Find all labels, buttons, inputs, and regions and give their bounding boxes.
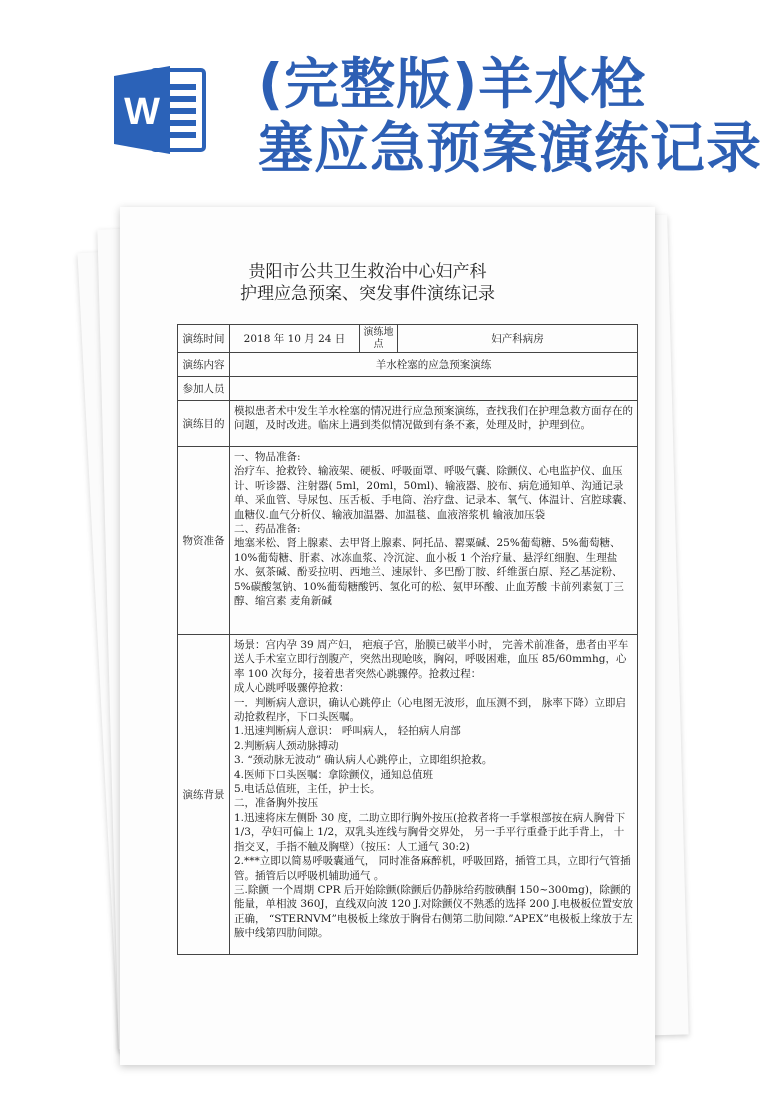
background-line: 一．判断病人意识，确认心跳停止（心电图无波形，血压测不到， 脉率下降）立即启动抢救程序，下口头医嘱。 — [234, 696, 626, 724]
supplies-line: 二、药品准备: — [234, 523, 301, 536]
table-row — [178, 353, 638, 377]
page-title-line-2: 塞应急预案演练记录 — [258, 116, 763, 180]
supplies-value — [230, 447, 638, 635]
background-line: 场景：宫内孕 39 周产妇， 疤痕子宫，胎膜已破半小时， 完善术前准备，患者由平车送人手术室立即行剖腹产，突然出现呛咳，胸闷，呼吸困难，血压 85/60mmhg，心率 100 次每分，接着患者突然心跳骤停。抢救过程： — [234, 639, 629, 680]
background-line: 二，准备胸外按压 — [234, 797, 318, 810]
purpose-text: 模拟患者术中发生羊水栓塞的情况进行应急预案演练，查找我们在护理急救方面存在的问题，及时改进。临床上遇到类似情况做到有条不紊，处理及时，护理到位。 — [234, 405, 633, 432]
content-label: 演练内容 — [178, 353, 230, 377]
background-line: 三.除颤 一个周期 CPR 后开始除颤(除颤后仍静脉给药胺碘酮 150~300mg)，除颤的能量，单相波 360J，直线双向波 120 J.对除颤仪不熟悉的选择 200 J.电极板位置安放正确， “STERNVM”电极板上缘放于胸骨右侧第二肋间隙.”APEX”电极板上缘放于左腋中线第四肋间隙。 — [234, 883, 633, 940]
background-line: 5.电话总值班，主任，护士长。 — [234, 783, 381, 796]
document-heading-line-1: 贵阳市公共卫生救治中心妇产科 — [248, 262, 487, 282]
table-row — [178, 401, 638, 447]
supplies-label: 物资准备 — [178, 447, 230, 635]
table-row — [178, 377, 638, 401]
document-heading-line-2: 护理应急预案、突发事件演练记录 — [240, 284, 495, 304]
time-value: 2018 年 10 月 24 日 — [230, 325, 360, 353]
supplies-line: 一、物品准备: — [234, 451, 301, 463]
background-line: 成人心跳呼吸骤停抢救： — [234, 682, 350, 695]
background-label: 演练背景 — [178, 635, 230, 955]
document-page — [120, 207, 655, 1065]
purpose-value — [230, 401, 638, 447]
participants-label: 参加人员 — [178, 377, 230, 401]
background-line: 3. “颈动脉无波动” 确认病人心跳停止，立即组织抢救。 — [234, 754, 493, 767]
background-line: 4.医师下口头医嘱：拿除颤仪，通知总值班 — [234, 768, 434, 781]
place-label: 演练地点 — [360, 325, 398, 353]
word-logo-letter: W — [124, 91, 160, 133]
table-row — [178, 447, 638, 635]
table-row — [178, 325, 638, 353]
word-document-icon — [112, 62, 208, 158]
background-line: 1.迅速判断病人意识： 呼叫病人， 轻拍病人肩部 — [234, 725, 461, 738]
drill-record-table — [177, 324, 638, 955]
participants-value — [230, 377, 638, 401]
place-value: 妇产科病房 — [398, 325, 638, 353]
page-title — [258, 52, 762, 180]
background-line: 2.***立即以简易呼吸囊通气， 同时准备麻醉机，呼吸回路，插管工具，立即行气管插管。插管后以呼吸机辅助通气 。 — [234, 855, 631, 882]
supplies-line: 地塞米松、肾上腺素、去甲肾上腺素、阿托品、罂粟碱、25%葡萄糖、5%葡萄糖、10%葡萄糖、肝素、冰冻血浆、冷沉淀、血小板 1 个治疗量、悬浮红细胞、生理盐水、氨茶碱、酚妥拉明、西地兰、速尿针、多巴酚丁胺、纤维蛋白原、羟乙基淀粉、5%碳酸氢钠、10%葡萄糖酸钙、氢化可的松、氨甲环酸、止血芳酸 卡前列素氨丁三醇、缩宫素 麦角新碱 — [234, 537, 624, 608]
page-title-line-1: (完整版)羊水栓 — [258, 52, 647, 116]
table-row — [178, 635, 638, 955]
purpose-label: 演练目的 — [178, 401, 230, 447]
content-value: 羊水栓塞的应急预案演练 — [230, 353, 638, 377]
background-line: 1.迅速将床左侧卧 30 度，二助立即行胸外按压(抢救者将一手掌根部按在病人胸骨下 1/3，孕妇可偏上 1/2，双乳头连线与胸骨交界处， 另一手平行重叠于此手背上， 十指交叉，手指不触及胸壁）（按压：人工通气 30:2) — [234, 811, 626, 853]
background-line: 2.判断病人颈动脉搏动 — [234, 739, 339, 752]
background-value — [230, 635, 638, 955]
supplies-line: 治疗车、抢救铃、输液架、硬板、呼吸面罩、呼吸气囊、除颤仪、心电监护仪、血压计、听诊器、注射器( 5ml，20ml，50ml)、输液器、胶布、病危通知单、沟通记录单、采血管、导尿包、压舌板、手电筒、治疗盘、记录本、氧气、体温计、宫腔球囊、血糖仪.血气分析仪、输液加温器、加温毯、血液溶浆机 输液加压袋 — [234, 465, 633, 521]
time-label: 演练时间 — [178, 325, 230, 353]
